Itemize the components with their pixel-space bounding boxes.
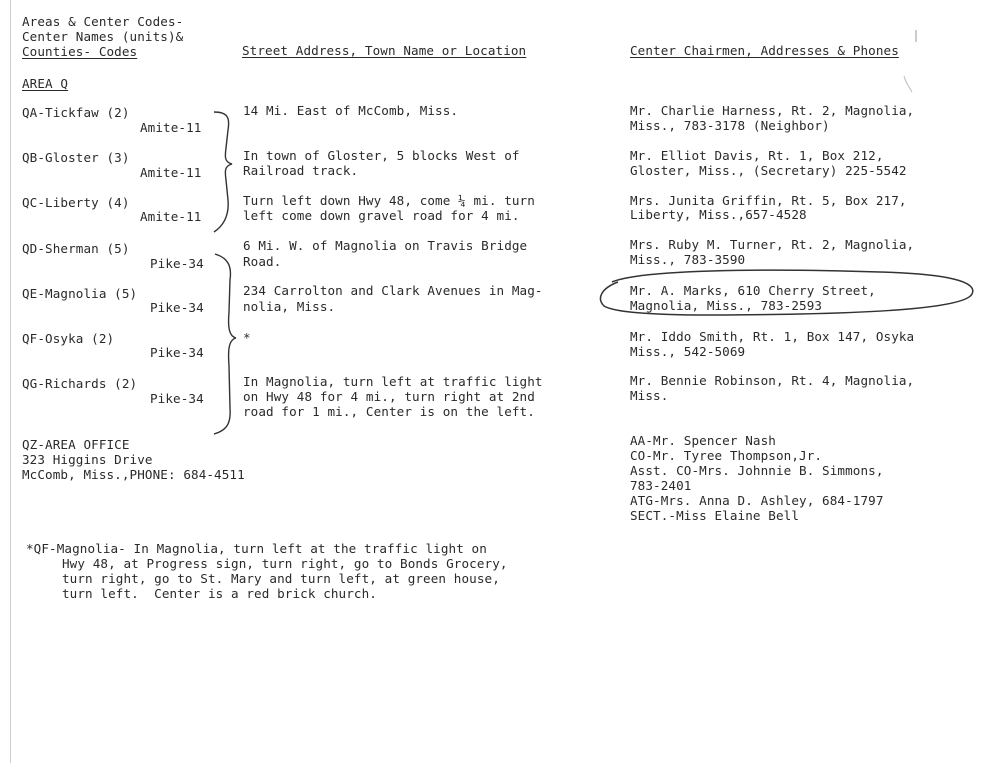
center-address-qb-2: Railroad track. [243, 163, 359, 178]
footnote-line4: turn left. Center is a red brick church. [62, 586, 377, 601]
area-label: AREA Q [22, 76, 69, 91]
center-address-qf-1: * [243, 330, 251, 345]
center-county-qg: Pike-34 [150, 391, 204, 406]
center-chairman-qc-1: Mrs. Junita Griffin, Rt. 5, Box 217, [630, 193, 907, 208]
center-address-qc-2: left come down gravel road for 4 mi. [243, 208, 520, 223]
center-chairman-qf-2: Miss., 542-5069 [630, 344, 746, 359]
center-county-qa: Amite-11 [140, 120, 202, 135]
area-office-line3: McComb, Miss.,PHONE: 684-4511 [22, 467, 245, 482]
center-address-qd-2: Road. [243, 254, 282, 269]
center-address-qg-2: on Hwy 48 for 4 mi., turn right at 2nd [243, 389, 535, 404]
corner-stroke [904, 76, 912, 92]
officer-asst-co-phone: 783-2401 [630, 478, 692, 493]
center-chairman-qe-2: Magnolia, Miss., 783-2593 [630, 298, 823, 313]
center-chairman-qg-1: Mr. Bennie Robinson, Rt. 4, Magnolia, [630, 373, 915, 388]
footnote-line2: Hwy 48, at Progress sign, turn right, go to Bonds Grocery, [62, 556, 508, 571]
officer-asst-co: Asst. CO-Mrs. Johnnie B. Simmons, [630, 463, 884, 478]
amite-bracket [214, 112, 232, 232]
officer-sect: SECT.-Miss Elaine Bell [630, 508, 800, 523]
footnote-line3: turn right, go to St. Mary and turn left, at green house, [62, 571, 500, 586]
center-address-qe-1: 234 Carrolton and Clark Avenues in Mag- [243, 283, 543, 298]
area-office-line1: QZ-AREA OFFICE [22, 437, 130, 452]
header-col2: Street Address, Town Name or Location [242, 43, 527, 58]
center-chairman-qc-2: Liberty, Miss.,657-4528 [630, 207, 807, 222]
center-county-qc: Amite-11 [140, 209, 202, 224]
center-name-qc: QC-Liberty (4) [22, 195, 130, 210]
center-address-qg-3: road for 1 mi., Center is on the left. [243, 404, 535, 419]
center-county-qd: Pike-34 [150, 256, 204, 271]
center-address-qc-1: Turn left down Hwy 48, come ¼ mi. turn [243, 193, 535, 208]
center-county-qb: Amite-11 [140, 165, 202, 180]
center-name-qb: QB-Gloster (3) [22, 150, 130, 165]
center-county-qe: Pike-34 [150, 300, 204, 315]
center-chairman-qf-1: Mr. Iddo Smith, Rt. 1, Box 147, Osyka [630, 329, 915, 344]
header-col3: Center Chairmen, Addresses & Phones [630, 43, 899, 58]
header-col1-line3: Counties- Codes [22, 44, 138, 59]
center-county-qf: Pike-34 [150, 345, 204, 360]
center-chairman-qb-1: Mr. Elliot Davis, Rt. 1, Box 212, [630, 148, 884, 163]
center-address-qd-1: 6 Mi. W. of Magnolia on Travis Bridge [243, 238, 528, 253]
officer-co: CO-Mr. Tyree Thompson,Jr. [630, 448, 823, 463]
center-address-qg-1: In Magnolia, turn left at traffic light [243, 374, 543, 389]
center-chairman-qd-2: Miss., 783-3590 [630, 252, 746, 267]
center-name-qg: QG-Richards (2) [22, 376, 138, 391]
center-chairman-qe-1: Mr. A. Marks, 610 Cherry Street, [630, 283, 876, 298]
pike-bracket [214, 254, 236, 434]
center-name-qd: QD-Sherman (5) [22, 241, 130, 256]
center-chairman-qd-1: Mrs. Ruby M. Turner, Rt. 2, Magnolia, [630, 237, 915, 252]
center-name-qf: QF-Osyka (2) [22, 331, 115, 346]
area-office-line2: 323 Higgins Drive [22, 452, 153, 467]
center-address-qe-2: nolia, Miss. [243, 299, 336, 314]
center-address-qb-1: In town of Gloster, 5 blocks West of [243, 148, 520, 163]
officer-aa: AA-Mr. Spencer Nash [630, 433, 776, 448]
center-chairman-qg-2: Miss. [630, 388, 669, 403]
center-chairman-qa-1: Mr. Charlie Harness, Rt. 2, Magnolia, [630, 103, 915, 118]
center-name-qa: QA-Tickfaw (2) [22, 105, 130, 120]
officer-atg: ATG-Mrs. Anna D. Ashley, 684-1797 [630, 493, 884, 508]
center-chairman-qb-2: Gloster, Miss., (Secretary) 225-5542 [630, 163, 907, 178]
footnote-line1: *QF-Magnolia- In Magnolia, turn left at the traffic light on [26, 541, 487, 556]
center-name-qe: QE-Magnolia (5) [22, 286, 138, 301]
center-chairman-qa-2: Miss., 783-3178 (Neighbor) [630, 118, 830, 133]
header-col1-line1: Areas & Center Codes- [22, 14, 184, 29]
center-address-qa-1: 14 Mi. East of McComb, Miss. [243, 103, 459, 118]
header-col1-line2: Center Names (units)& [22, 29, 184, 44]
chairman-circle [600, 270, 972, 315]
